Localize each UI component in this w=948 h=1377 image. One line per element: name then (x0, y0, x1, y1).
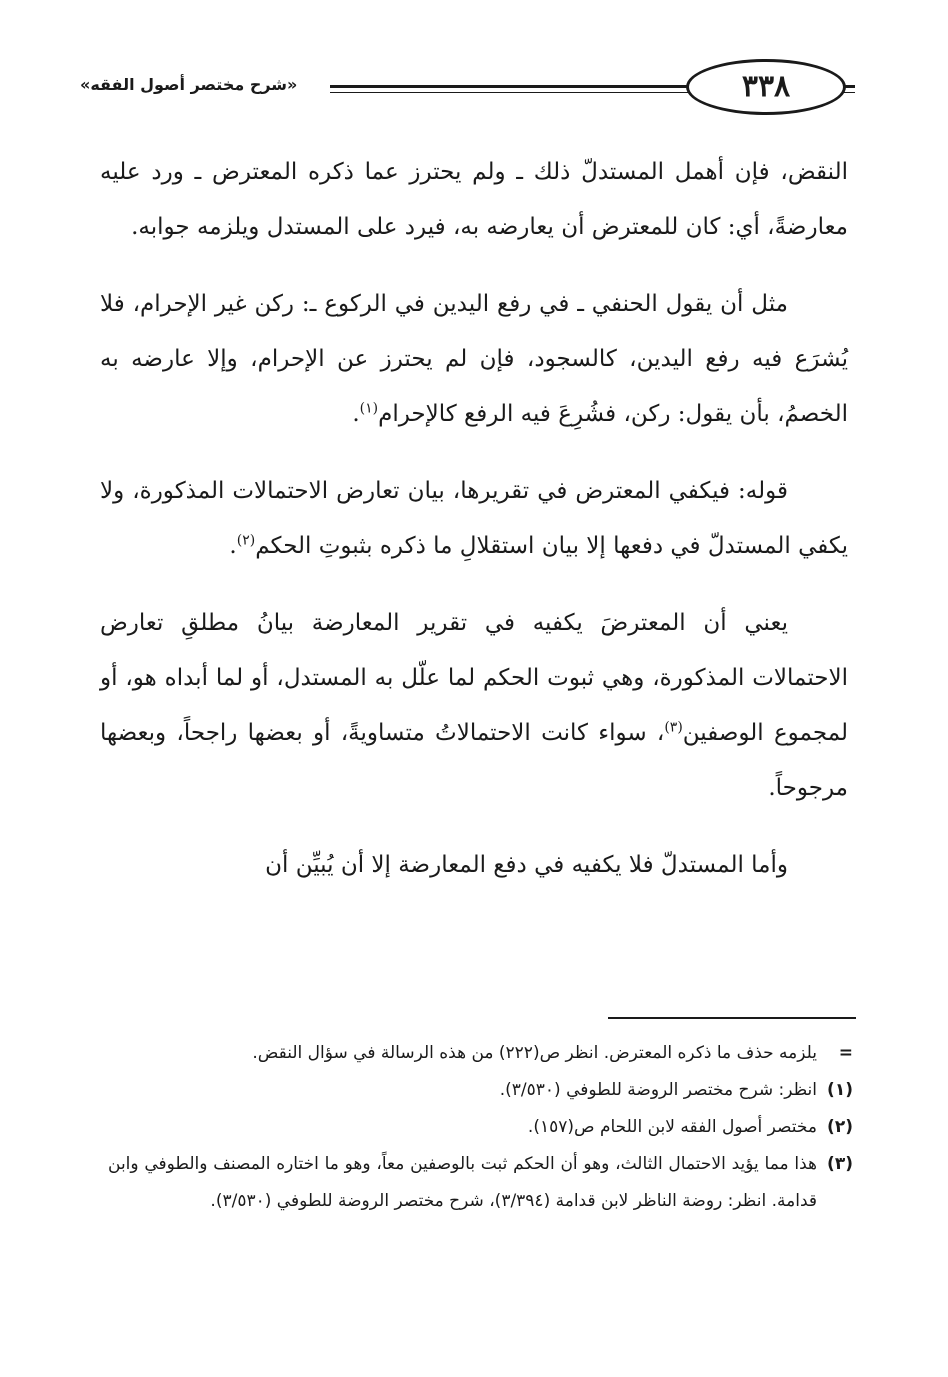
page-number: ٣٣٨ (741, 69, 791, 104)
footnote-text: مختصر أصول الفقه لابن اللحام ص(١٥٧). (527, 1117, 817, 1137)
footnote-marker: (٢) (827, 1117, 853, 1137)
footnote (108, 1109, 853, 1146)
footnote-marker: (٣) (827, 1154, 853, 1174)
header-rule (330, 92, 740, 93)
footnote-ref[interactable]: (١) (359, 400, 379, 417)
footnotes (108, 1035, 853, 1220)
footnote (108, 1072, 853, 1109)
page-header (80, 55, 855, 119)
paragraph (100, 277, 848, 442)
paragraph-text: وأما المستدلّ فلا يكفيه في دفع المعارضة إلا أن يُبيِّن أن (265, 852, 788, 878)
footnote-text: هذا مما يؤيد الاحتمال الثالث، وهو أن الحكم ثبت بالوصفين معاً، وهو ما اختاره المصنف والطوفي وابن قدامة. انظر: روضة الناظر لابن قدامة (٣/٣٩٤)، شرح مختصر الروضة للطوفي (٣/٥٣٠). (108, 1154, 817, 1211)
footnote-marker: (١) (827, 1080, 853, 1100)
footnote (108, 1035, 853, 1072)
footnote (108, 1146, 853, 1220)
header-rule (330, 85, 740, 88)
paragraph-text: النقض، فإن أهمل المستدلّ ذلك ـ ولم يحترز عما ذكره المعترض ـ ورد عليه معارضةً، أي: كان للمعترض أن يعارضه به، فيرد على المستدل ويلزمه جوابه. (100, 159, 848, 240)
paragraph (100, 464, 848, 574)
footnote-ref[interactable]: (٢) (236, 532, 256, 549)
footnote-separator (608, 1017, 856, 1019)
footnote-text: انظر: شرح مختصر الروضة للطوفي (٣/٥٣٠). (499, 1080, 817, 1100)
footnote-text: يلزمه حذف ما ذكره المعترض. انظر ص(٢٢٢) من هذه الرسالة في سؤال النقض. (252, 1043, 817, 1063)
paragraph-tail: . (352, 401, 360, 427)
paragraph (100, 838, 848, 893)
paragraph-text: ، سواء كانت الاحتمالاتُ متساويةً، أو بعضها راجحاً، وبعضها مرجوحاً. (100, 720, 848, 801)
paragraph (100, 145, 848, 255)
paragraph (100, 596, 848, 816)
main-text (100, 145, 848, 893)
paragraph-text: مثل أن يقول الحنفي ـ في رفع اليدين في الركوع ـ: ركن غير الإحرام، فلا يُشرَع فيه رفع اليدين، كالسجود، فإن لم يحترز عن الإحرام، وإلا عارضه به الخصمُ، بأن يقول: ركن، فشُرِعَ فيه الرفع كالإحرام (100, 291, 848, 427)
running-head: «شرح مختصر أصول الفقه» (80, 75, 298, 94)
page-number-badge (686, 59, 846, 115)
footnote-ref[interactable]: (٣) (664, 719, 683, 736)
paragraph-text: قوله: فيكفي المعترض في تقريرها، بيان تعارض الاحتمالات المذكورة، ولا يكفي المستدلّ في دفعها إلا بيان استقلالِ ما ذكره بثبوتِ الحكم (100, 478, 848, 559)
footnote-marker: = (838, 1043, 853, 1063)
paragraph-text: يعني أن المعترضَ يكفيه في تقرير المعارضة بيانُ مطلقِ تعارض الاحتمالات المذكورة، وهي ثبوت الحكم لما علّل به المستدل، أو لما أبداه هو، أو لمجموع الوصفين (100, 610, 849, 746)
paragraph-tail: . (229, 533, 237, 559)
